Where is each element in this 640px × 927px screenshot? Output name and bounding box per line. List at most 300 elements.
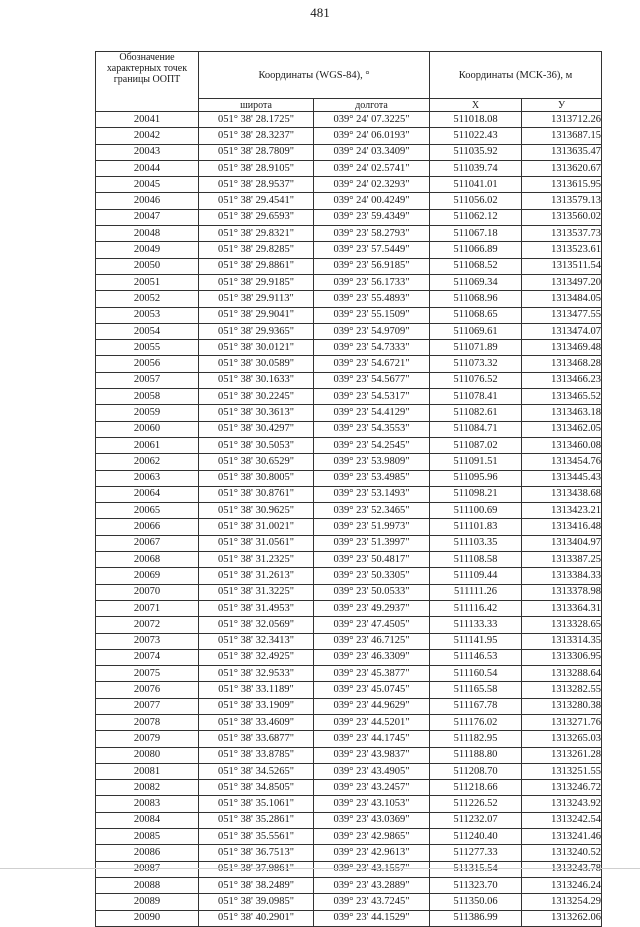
table-row: [96, 340, 602, 356]
point-id-cell: 20085: [96, 829, 199, 845]
point-id-cell: 20061: [96, 437, 199, 453]
x-coordinate-cell: 511071.89: [430, 340, 522, 356]
x-coordinate-cell: 511165.58: [430, 682, 522, 698]
latitude-cell: 051° 38' 29.8285": [199, 242, 314, 258]
table-row: [96, 405, 602, 421]
point-id-cell: 20048: [96, 226, 199, 242]
longitude-cell: 039° 23' 43.9837": [314, 747, 430, 763]
point-id-cell: 20049: [96, 242, 199, 258]
y-coordinate-cell: 1313484.05: [522, 291, 602, 307]
y-coordinate-cell: 1313246.72: [522, 780, 602, 796]
point-id-cell: 20077: [96, 698, 199, 714]
point-id-cell: 20076: [96, 682, 199, 698]
table-row: [96, 649, 602, 665]
y-coordinate-cell: 1313314.35: [522, 633, 602, 649]
wgs84-header: Координаты (WGS-84), °: [199, 52, 430, 99]
latitude-cell: 051° 38' 29.9185": [199, 274, 314, 290]
latitude-cell: 051° 38' 31.2613": [199, 568, 314, 584]
y-coordinate-cell: 1313282.55: [522, 682, 602, 698]
latitude-cell: 051° 38' 30.3613": [199, 405, 314, 421]
y-coordinate-cell: 1313635.47: [522, 144, 602, 160]
y-coordinate-cell: 1313620.67: [522, 160, 602, 176]
point-id-cell: 20064: [96, 486, 199, 502]
x-coordinate-cell: 511068.96: [430, 291, 522, 307]
table-row: [96, 519, 602, 535]
table-row: [96, 894, 602, 910]
table-row: [96, 486, 602, 502]
table-row: [96, 112, 602, 128]
point-id-cell: 20075: [96, 666, 199, 682]
longitude-cell: 039° 23' 50.3305": [314, 568, 430, 584]
latitude-cell: 051° 38' 28.7809": [199, 144, 314, 160]
table-row: [96, 714, 602, 730]
point-id-cell: 20050: [96, 258, 199, 274]
latitude-cell: 051° 38' 30.6529": [199, 454, 314, 470]
latitude-cell: 051° 38' 29.4541": [199, 193, 314, 209]
point-id-cell: 20071: [96, 600, 199, 616]
table-row: [96, 128, 602, 144]
longitude-cell: 039° 23' 45.3877": [314, 666, 430, 682]
y-coordinate-cell: 1313288.64: [522, 666, 602, 682]
table-row: [96, 584, 602, 600]
x-coordinate-cell: 511087.02: [430, 437, 522, 453]
longitude-cell: 039° 23' 44.9629": [314, 698, 430, 714]
table-row: [96, 193, 602, 209]
longitude-cell: 039° 23' 45.0745": [314, 682, 430, 698]
table-row: [96, 617, 602, 633]
x-coordinate-cell: 511084.71: [430, 421, 522, 437]
x-coordinate-cell: 511350.06: [430, 894, 522, 910]
x-coordinate-cell: 511076.52: [430, 372, 522, 388]
y-coordinate-cell: 1313378.98: [522, 584, 602, 600]
table-row: [96, 209, 602, 225]
x-coordinate-cell: 511069.61: [430, 323, 522, 339]
table-row: [96, 845, 602, 861]
y-coordinate-cell: 1313466.23: [522, 372, 602, 388]
y-coordinate-cell: 1313261.28: [522, 747, 602, 763]
latitude-cell: 051° 38' 30.8005": [199, 470, 314, 486]
longitude-cell: 039° 23' 53.9809": [314, 454, 430, 470]
x-coordinate-cell: 511226.52: [430, 796, 522, 812]
table-row: [96, 568, 602, 584]
longitude-cell: 039° 23' 46.7125": [314, 633, 430, 649]
point-column-header: Обозначение характерных точек границы ООПТ: [96, 52, 199, 112]
longitude-cell: 039° 23' 59.4349": [314, 209, 430, 225]
latitude-cell: 051° 38' 28.9537": [199, 177, 314, 193]
table-row: [96, 226, 602, 242]
longitude-cell: 039° 23' 49.2937": [314, 600, 430, 616]
point-id-cell: 20068: [96, 552, 199, 568]
table-row: [96, 698, 602, 714]
x-coordinate-cell: 511066.89: [430, 242, 522, 258]
longitude-cell: 039° 23' 54.5677": [314, 372, 430, 388]
point-id-cell: 20045: [96, 177, 199, 193]
latitude-cell: 051° 38' 29.9365": [199, 323, 314, 339]
y-coordinate-cell: 1313271.76: [522, 714, 602, 730]
table-row: [96, 503, 602, 519]
point-id-cell: 20043: [96, 144, 199, 160]
latitude-cell: 051° 38' 37.9861": [199, 861, 314, 877]
y-coordinate-cell: 1313560.02: [522, 209, 602, 225]
x-coordinate-cell: 511018.08: [430, 112, 522, 128]
x-coordinate-cell: 511056.02: [430, 193, 522, 209]
y-coordinate-cell: 1313462.05: [522, 421, 602, 437]
latitude-cell: 051° 38' 33.6877": [199, 731, 314, 747]
table-row: [96, 552, 602, 568]
point-id-cell: 20065: [96, 503, 199, 519]
table-row: [96, 600, 602, 616]
point-id-cell: 20054: [96, 323, 199, 339]
longitude-cell: 039° 23' 43.4905": [314, 763, 430, 779]
latitude-cell: 051° 38' 29.8861": [199, 258, 314, 274]
longitude-cell: 039° 23' 43.0369": [314, 812, 430, 828]
latitude-cell: 051° 38' 29.6593": [199, 209, 314, 225]
table-row: [96, 812, 602, 828]
y-coordinate-cell: 1313265.03: [522, 731, 602, 747]
y-coordinate-cell: 1313242.54: [522, 812, 602, 828]
y-coordinate-cell: 1313280.38: [522, 698, 602, 714]
point-id-cell: 20078: [96, 714, 199, 730]
point-id-cell: 20047: [96, 209, 199, 225]
point-id-cell: 20041: [96, 112, 199, 128]
x-coordinate-cell: 511062.12: [430, 209, 522, 225]
table-row: [96, 144, 602, 160]
x-coordinate-cell: 511095.96: [430, 470, 522, 486]
x-header: X: [430, 99, 522, 112]
point-id-cell: 20090: [96, 910, 199, 926]
latitude-cell: 051° 38' 31.0561": [199, 535, 314, 551]
x-coordinate-cell: 511103.35: [430, 535, 522, 551]
table-row: [96, 633, 602, 649]
latitude-cell: 051° 38' 28.9105": [199, 160, 314, 176]
latitude-cell: 051° 38' 31.0021": [199, 519, 314, 535]
y-coordinate-cell: 1313615.95: [522, 177, 602, 193]
point-id-cell: 20072: [96, 617, 199, 633]
latitude-cell: 051° 38' 30.8761": [199, 486, 314, 502]
y-coordinate-cell: 1313454.76: [522, 454, 602, 470]
x-coordinate-cell: 511111.26: [430, 584, 522, 600]
latitude-cell: 051° 38' 30.0589": [199, 356, 314, 372]
longitude-cell: 039° 23' 56.9185": [314, 258, 430, 274]
point-id-cell: 20055: [96, 340, 199, 356]
y-coordinate-cell: 1313240.52: [522, 845, 602, 861]
point-id-cell: 20074: [96, 649, 199, 665]
y-coordinate-cell: 1313537.73: [522, 226, 602, 242]
latitude-cell: 051° 38' 34.8505": [199, 780, 314, 796]
y-coordinate-cell: 1313243.92: [522, 796, 602, 812]
latitude-cell: 051° 38' 29.9041": [199, 307, 314, 323]
x-coordinate-cell: 511232.07: [430, 812, 522, 828]
point-id-cell: 20079: [96, 731, 199, 747]
longitude-cell: 039° 23' 54.9709": [314, 323, 430, 339]
latitude-cell: 051° 38' 28.1725": [199, 112, 314, 128]
longitude-cell: 039° 23' 43.7245": [314, 894, 430, 910]
longitude-cell: 039° 23' 54.2545": [314, 437, 430, 453]
latitude-cell: 051° 38' 36.7513": [199, 845, 314, 861]
longitude-cell: 039° 23' 46.3309": [314, 649, 430, 665]
point-id-cell: 20070: [96, 584, 199, 600]
y-coordinate-cell: 1313387.25: [522, 552, 602, 568]
latitude-cell: 051° 38' 31.2325": [199, 552, 314, 568]
latitude-cell: 051° 38' 32.0569": [199, 617, 314, 633]
longitude-cell: 039° 23' 44.1745": [314, 731, 430, 747]
longitude-cell: 039° 23' 50.0533": [314, 584, 430, 600]
y-coordinate-cell: 1313262.06: [522, 910, 602, 926]
point-id-cell: 20063: [96, 470, 199, 486]
x-coordinate-cell: 511101.83: [430, 519, 522, 535]
latitude-cell: 051° 38' 30.9625": [199, 503, 314, 519]
point-id-cell: 20056: [96, 356, 199, 372]
latitude-cell: 051° 38' 29.8321": [199, 226, 314, 242]
x-coordinate-cell: 511022.43: [430, 128, 522, 144]
y-coordinate-cell: 1313438.68: [522, 486, 602, 502]
latitude-cell: 051° 38' 31.3225": [199, 584, 314, 600]
longitude-cell: 039° 23' 47.4505": [314, 617, 430, 633]
point-id-cell: 20080: [96, 747, 199, 763]
point-id-cell: 20087: [96, 861, 199, 877]
longitude-cell: 039° 23' 43.2457": [314, 780, 430, 796]
x-coordinate-cell: 511218.66: [430, 780, 522, 796]
y-coordinate-cell: 1313328.65: [522, 617, 602, 633]
table-row: [96, 910, 602, 926]
x-coordinate-cell: 511386.99: [430, 910, 522, 926]
x-coordinate-cell: 511176.02: [430, 714, 522, 730]
x-coordinate-cell: 511141.95: [430, 633, 522, 649]
x-coordinate-cell: 511182.95: [430, 731, 522, 747]
point-id-cell: 20042: [96, 128, 199, 144]
latitude-cell: 051° 38' 39.0985": [199, 894, 314, 910]
table-row: [96, 666, 602, 682]
point-id-cell: 20044: [96, 160, 199, 176]
point-id-cell: 20073: [96, 633, 199, 649]
point-id-cell: 20067: [96, 535, 199, 551]
table-row: [96, 356, 602, 372]
point-id-cell: 20057: [96, 372, 199, 388]
x-coordinate-cell: 511146.53: [430, 649, 522, 665]
latitude-cell: 051° 38' 32.9533": [199, 666, 314, 682]
y-coordinate-cell: 1313404.97: [522, 535, 602, 551]
latitude-cell: 051° 38' 34.5265": [199, 763, 314, 779]
table-row: [96, 763, 602, 779]
msk36-header: Координаты (МСК-36), м: [430, 52, 602, 99]
table-body: [96, 112, 602, 927]
longitude-cell: 039° 24' 07.3225": [314, 112, 430, 128]
point-id-cell: 20053: [96, 307, 199, 323]
latitude-cell: 051° 38' 30.2245": [199, 389, 314, 405]
y-coordinate-cell: 1313243.78: [522, 861, 602, 877]
x-coordinate-cell: 511069.34: [430, 274, 522, 290]
x-coordinate-cell: 511067.18: [430, 226, 522, 242]
longitude-cell: 039° 24' 06.0193": [314, 128, 430, 144]
y-coordinate-cell: 1313468.28: [522, 356, 602, 372]
table-row: [96, 307, 602, 323]
table-row: [96, 877, 602, 893]
longitude-cell: 039° 23' 44.5201": [314, 714, 430, 730]
latitude-cell: 051° 38' 30.0121": [199, 340, 314, 356]
x-coordinate-cell: 511073.32: [430, 356, 522, 372]
x-coordinate-cell: 511167.78: [430, 698, 522, 714]
longitude-cell: 039° 23' 51.9973": [314, 519, 430, 535]
longitude-cell: 039° 23' 56.1733": [314, 274, 430, 290]
latitude-cell: 051° 38' 33.1909": [199, 698, 314, 714]
table-row: [96, 780, 602, 796]
point-id-cell: 20062: [96, 454, 199, 470]
latitude-header: широта: [199, 99, 314, 112]
y-coordinate-cell: 1313465.52: [522, 389, 602, 405]
longitude-cell: 039° 23' 54.4129": [314, 405, 430, 421]
point-id-cell: 20058: [96, 389, 199, 405]
latitude-cell: 051° 38' 29.9113": [199, 291, 314, 307]
y-coordinate-cell: 1313364.31: [522, 600, 602, 616]
x-coordinate-cell: 511082.61: [430, 405, 522, 421]
x-coordinate-cell: 511039.74: [430, 160, 522, 176]
longitude-cell: 039° 23' 57.5449": [314, 242, 430, 258]
table-row: [96, 861, 602, 877]
latitude-cell: 051° 38' 33.1189": [199, 682, 314, 698]
point-id-cell: 20060: [96, 421, 199, 437]
point-id-cell: 20081: [96, 763, 199, 779]
x-coordinate-cell: 511277.33: [430, 845, 522, 861]
x-coordinate-cell: 511100.69: [430, 503, 522, 519]
x-coordinate-cell: 511133.33: [430, 617, 522, 633]
longitude-cell: 039° 23' 53.1493": [314, 486, 430, 502]
table-row: [96, 242, 602, 258]
latitude-cell: 051° 38' 30.1633": [199, 372, 314, 388]
point-id-cell: 20069: [96, 568, 199, 584]
longitude-cell: 039° 23' 44.1529": [314, 910, 430, 926]
longitude-cell: 039° 23' 43.1557": [314, 861, 430, 877]
longitude-cell: 039° 23' 55.1509": [314, 307, 430, 323]
longitude-cell: 039° 24' 02.5741": [314, 160, 430, 176]
point-id-cell: 20066: [96, 519, 199, 535]
y-coordinate-cell: 1313254.29: [522, 894, 602, 910]
longitude-cell: 039° 23' 54.3553": [314, 421, 430, 437]
latitude-cell: 051° 38' 30.4297": [199, 421, 314, 437]
table-row: [96, 747, 602, 763]
table-row: [96, 796, 602, 812]
longitude-cell: 039° 23' 51.3997": [314, 535, 430, 551]
x-coordinate-cell: 511116.42: [430, 600, 522, 616]
latitude-cell: 051° 38' 28.3237": [199, 128, 314, 144]
table-row: [96, 372, 602, 388]
table-row: [96, 160, 602, 176]
longitude-cell: 039° 24' 00.4249": [314, 193, 430, 209]
x-coordinate-cell: 511108.58: [430, 552, 522, 568]
y-coordinate-cell: 1313523.61: [522, 242, 602, 258]
table-row: [96, 389, 602, 405]
latitude-cell: 051° 38' 33.8785": [199, 747, 314, 763]
y-coordinate-cell: 1313687.15: [522, 128, 602, 144]
latitude-cell: 051° 38' 35.2861": [199, 812, 314, 828]
x-coordinate-cell: 511098.21: [430, 486, 522, 502]
y-header: У: [522, 99, 602, 112]
coordinates-table: [95, 51, 602, 927]
y-coordinate-cell: 1313474.07: [522, 323, 602, 339]
longitude-cell: 039° 23' 55.4893": [314, 291, 430, 307]
latitude-cell: 051° 38' 32.3413": [199, 633, 314, 649]
table-row: [96, 258, 602, 274]
x-coordinate-cell: 511078.41: [430, 389, 522, 405]
y-coordinate-cell: 1313416.48: [522, 519, 602, 535]
x-coordinate-cell: 511315.54: [430, 861, 522, 877]
longitude-cell: 039° 24' 02.3293": [314, 177, 430, 193]
longitude-cell: 039° 24' 03.3409": [314, 144, 430, 160]
x-coordinate-cell: 511041.01: [430, 177, 522, 193]
point-id-cell: 20052: [96, 291, 199, 307]
point-id-cell: 20051: [96, 274, 199, 290]
table-row: [96, 470, 602, 486]
latitude-cell: 051° 38' 40.2901": [199, 910, 314, 926]
latitude-cell: 051° 38' 35.5561": [199, 829, 314, 845]
y-coordinate-cell: 1313497.20: [522, 274, 602, 290]
x-coordinate-cell: 511068.65: [430, 307, 522, 323]
x-coordinate-cell: 511035.92: [430, 144, 522, 160]
longitude-cell: 039° 23' 42.9613": [314, 845, 430, 861]
table-row: [96, 274, 602, 290]
table-row: [96, 682, 602, 698]
table-row: [96, 323, 602, 339]
y-coordinate-cell: 1313477.55: [522, 307, 602, 323]
longitude-cell: 039° 23' 43.2889": [314, 877, 430, 893]
latitude-cell: 051° 38' 32.4925": [199, 649, 314, 665]
longitude-cell: 039° 23' 53.4985": [314, 470, 430, 486]
longitude-cell: 039° 23' 54.6721": [314, 356, 430, 372]
table-row: [96, 535, 602, 551]
point-id-cell: 20084: [96, 812, 199, 828]
x-coordinate-cell: 511091.51: [430, 454, 522, 470]
y-coordinate-cell: 1313511.54: [522, 258, 602, 274]
x-coordinate-cell: 511188.80: [430, 747, 522, 763]
y-coordinate-cell: 1313579.13: [522, 193, 602, 209]
footer-divider: [0, 868, 640, 869]
y-coordinate-cell: 1313246.24: [522, 877, 602, 893]
table-row: [96, 829, 602, 845]
latitude-cell: 051° 38' 38.2489": [199, 877, 314, 893]
point-id-cell: 20088: [96, 877, 199, 893]
latitude-cell: 051° 38' 35.1061": [199, 796, 314, 812]
longitude-cell: 039° 23' 50.4817": [314, 552, 430, 568]
longitude-cell: 039° 23' 54.5317": [314, 389, 430, 405]
y-coordinate-cell: 1313384.33: [522, 568, 602, 584]
longitude-cell: 039° 23' 42.9865": [314, 829, 430, 845]
table-row: [96, 437, 602, 453]
table-row: [96, 421, 602, 437]
longitude-cell: 039° 23' 43.1053": [314, 796, 430, 812]
point-id-cell: 20086: [96, 845, 199, 861]
y-coordinate-cell: 1313463.18: [522, 405, 602, 421]
x-coordinate-cell: 511323.70: [430, 877, 522, 893]
longitude-cell: 039° 23' 52.3465": [314, 503, 430, 519]
y-coordinate-cell: 1313445.43: [522, 470, 602, 486]
x-coordinate-cell: 511208.70: [430, 763, 522, 779]
y-coordinate-cell: 1313712.26: [522, 112, 602, 128]
latitude-cell: 051° 38' 33.4609": [199, 714, 314, 730]
x-coordinate-cell: 511240.40: [430, 829, 522, 845]
point-id-cell: 20046: [96, 193, 199, 209]
table-row: [96, 454, 602, 470]
y-coordinate-cell: 1313241.46: [522, 829, 602, 845]
page-number: 481: [310, 5, 330, 20]
x-coordinate-cell: 511109.44: [430, 568, 522, 584]
longitude-header: долгота: [314, 99, 430, 112]
y-coordinate-cell: 1313469.48: [522, 340, 602, 356]
point-id-cell: 20059: [96, 405, 199, 421]
table-row: [96, 177, 602, 193]
y-coordinate-cell: 1313251.55: [522, 763, 602, 779]
table-row: [96, 291, 602, 307]
latitude-cell: 051° 38' 30.5053": [199, 437, 314, 453]
x-coordinate-cell: 511068.52: [430, 258, 522, 274]
